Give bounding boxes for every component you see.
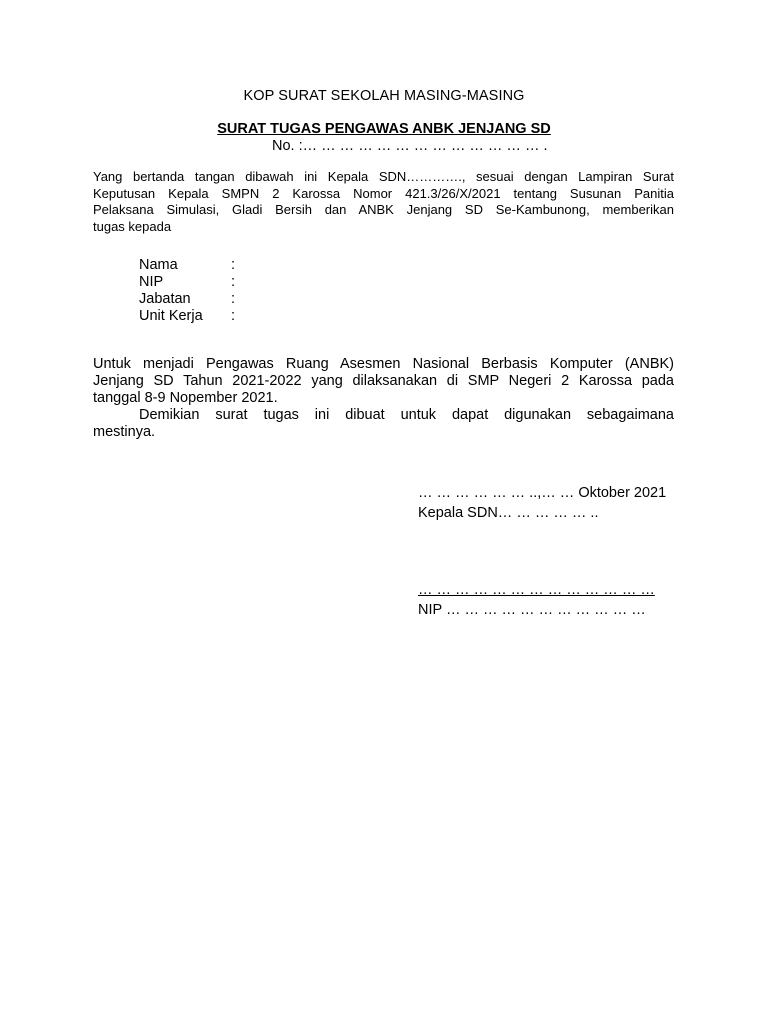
- body-line: tanggal 8-9 Nopember 2021.: [93, 390, 278, 406]
- intro-line: Yang bertanda tangan dibawah ini Kepala SDN…………., sesuai dengan Lampiran Surat: [93, 169, 674, 184]
- field-label: NIP: [139, 274, 164, 290]
- intro-line: Keputusan Kepala SMPN 2 Karossa Nomor 421.3/26/X/2021 tentang Susunan Panitia: [93, 185, 674, 201]
- field-colon: :: [231, 274, 236, 290]
- field-colon: :: [231, 257, 236, 273]
- field-row-jabatan: [139, 291, 241, 308]
- body-line: Jenjang SD Tahun 2021-2022 yang dilaksanakan di SMP Negeri 2 Karossa pada: [93, 373, 674, 389]
- signature-nip: NIP … … … … … … … … … … …: [418, 602, 646, 618]
- signature-role: Kepala SDN… … … … … ..: [418, 505, 599, 521]
- field-label: Unit Kerja: [139, 308, 203, 324]
- intro-paragraph: [93, 169, 674, 235]
- intro-line: tugas kepada: [93, 218, 172, 234]
- field-row-nama: [139, 257, 241, 274]
- field-row-unit-kerja: [139, 308, 241, 325]
- assignment-paragraph: [93, 356, 674, 441]
- assignee-fields: [139, 257, 241, 325]
- field-label: Jabatan: [139, 291, 191, 307]
- closing-line: mestinya.: [93, 424, 156, 440]
- field-label: Nama: [139, 257, 178, 273]
- field-colon: :: [231, 308, 236, 324]
- letter-number: No. :… … … … … … … … … … … … … .: [272, 138, 548, 154]
- letterhead-placeholder: KOP SURAT SEKOLAH MASING-MASING: [243, 88, 525, 104]
- field-row-nip: [139, 274, 241, 291]
- signature-name: … … … … … … … … … … … … …: [418, 582, 655, 598]
- closing-line: Demikian surat tugas ini dibuat untuk dapat digunakan sebagaimana: [139, 407, 674, 423]
- body-line: Untuk menjadi Pengawas Ruang Asesmen Nasional Berbasis Komputer (ANBK): [93, 356, 674, 372]
- intro-line: Pelaksana Simulasi, Gladi Bersih dan ANBK Jenjang SD Se-Kambunong, memberikan: [93, 202, 674, 217]
- field-colon: :: [231, 291, 236, 307]
- letter-title: SURAT TUGAS PENGAWAS ANBK JENJANG SD: [217, 121, 551, 137]
- signature-date: … … … … … … ..,… … Oktober 2021: [418, 485, 667, 501]
